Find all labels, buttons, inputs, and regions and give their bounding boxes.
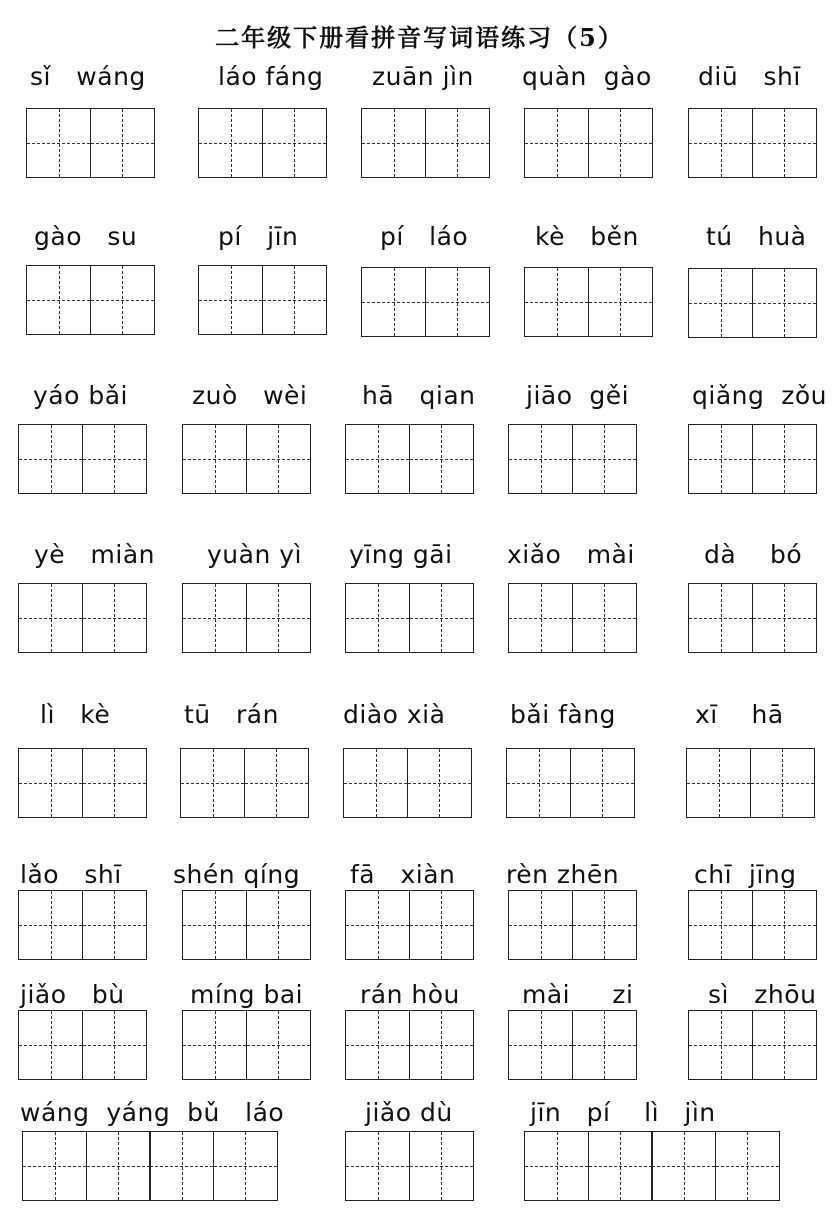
pinyin-r5-w0: lǎo shī	[20, 860, 122, 889]
char-cell[interactable]	[90, 265, 155, 335]
char-cell[interactable]	[90, 108, 155, 178]
char-cell[interactable]	[180, 748, 245, 818]
char-cell[interactable]	[752, 890, 817, 960]
char-cell[interactable]	[182, 1010, 247, 1080]
writing-box-r6-w1[interactable]	[182, 1010, 311, 1080]
pinyin-r5-w4: chī jīng	[694, 860, 797, 889]
char-cell[interactable]	[572, 583, 637, 653]
writing-box-r2-w0[interactable]	[18, 424, 147, 494]
pinyin-r0-w1: láo fáng	[218, 62, 324, 91]
writing-box-r3-w2[interactable]	[345, 583, 474, 653]
char-cell[interactable]	[198, 265, 263, 335]
char-cell[interactable]	[18, 424, 83, 494]
char-cell[interactable]	[588, 267, 653, 337]
char-cell[interactable]	[361, 108, 426, 178]
writing-box-r2-w2[interactable]	[345, 424, 474, 494]
pinyin-r4-w1: tū rán	[184, 700, 279, 729]
writing-box-r3-w0[interactable]	[18, 583, 147, 653]
pinyin-r2-w0: yáo bǎi	[33, 381, 128, 410]
char-cell[interactable]	[345, 890, 410, 960]
char-cell[interactable]	[572, 890, 637, 960]
char-cell[interactable]	[506, 748, 571, 818]
writing-box-r1-w1[interactable]	[198, 265, 327, 335]
char-cell[interactable]	[508, 583, 573, 653]
writing-box-r5-w4[interactable]	[688, 890, 817, 960]
char-cell[interactable]	[409, 1131, 474, 1201]
char-cell[interactable]	[82, 1010, 147, 1080]
char-cell[interactable]	[686, 748, 751, 818]
writing-box-r2-w1[interactable]	[182, 424, 311, 494]
char-cell[interactable]	[524, 1131, 589, 1201]
writing-box-r4-w1[interactable]	[180, 748, 309, 818]
char-cell[interactable]	[651, 1131, 716, 1201]
char-cell[interactable]	[213, 1131, 278, 1201]
char-cell[interactable]	[345, 424, 410, 494]
char-cell[interactable]	[407, 748, 472, 818]
char-cell[interactable]	[345, 583, 410, 653]
char-cell[interactable]	[688, 890, 753, 960]
char-cell[interactable]	[508, 1010, 573, 1080]
char-cell[interactable]	[345, 1131, 410, 1201]
char-cell[interactable]	[409, 583, 474, 653]
pinyin-r4-w0: lì kè	[40, 700, 111, 729]
pinyin-r6-w2: rán hòu	[360, 980, 460, 1009]
char-cell[interactable]	[425, 108, 490, 178]
char-cell[interactable]	[572, 424, 637, 494]
pinyin-r1-w0: gào su	[34, 222, 138, 251]
char-cell[interactable]	[22, 1131, 87, 1201]
char-cell[interactable]	[361, 267, 426, 337]
pinyin-r3-w1: yuàn yì	[207, 540, 302, 569]
char-cell[interactable]	[262, 265, 327, 335]
pinyin-r3-w0: yè miàn	[34, 540, 155, 569]
writing-box-r2-w4[interactable]	[688, 424, 817, 494]
char-cell[interactable]	[182, 424, 247, 494]
pinyin-r6-w3: mài zi	[522, 980, 634, 1009]
pinyin-r6-w1: míng bai	[190, 980, 304, 1009]
char-cell[interactable]	[409, 424, 474, 494]
char-cell[interactable]	[752, 268, 817, 338]
pinyin-r0-w3: quàn gào	[522, 62, 652, 91]
writing-box-last-w2[interactable]	[524, 1131, 780, 1201]
char-cell[interactable]	[26, 265, 91, 335]
char-cell[interactable]	[508, 424, 573, 494]
pinyin-r4-w3: bǎi fàng	[510, 700, 616, 729]
char-cell[interactable]	[425, 267, 490, 337]
char-cell[interactable]	[752, 1010, 817, 1080]
char-cell[interactable]	[82, 890, 147, 960]
pinyin-r6-w4: sì zhōu	[708, 980, 817, 1009]
char-cell[interactable]	[18, 890, 83, 960]
writing-box-r3-w3[interactable]	[508, 583, 637, 653]
char-cell[interactable]	[18, 583, 83, 653]
writing-box-r6-w0[interactable]	[18, 1010, 147, 1080]
char-cell[interactable]	[86, 1131, 151, 1201]
char-cell[interactable]	[262, 108, 327, 178]
char-cell[interactable]	[82, 748, 147, 818]
pinyin-r2-w1: zuò wèi	[192, 381, 308, 410]
writing-box-r0-w4[interactable]	[688, 108, 817, 178]
pinyin-r1-w2: pí láo	[380, 222, 469, 251]
char-cell[interactable]	[149, 1131, 214, 1201]
writing-box-r4-w4[interactable]	[686, 748, 815, 818]
writing-box-r4-w2[interactable]	[343, 748, 472, 818]
char-cell[interactable]	[572, 1010, 637, 1080]
char-cell[interactable]	[82, 424, 147, 494]
pinyin-r4-w2: diào xià	[343, 700, 446, 729]
char-cell[interactable]	[26, 108, 91, 178]
char-cell[interactable]	[508, 890, 573, 960]
writing-box-r0-w2[interactable]	[361, 108, 490, 178]
pinyin-last-w0: wáng yáng bǔ láo	[20, 1098, 285, 1127]
pinyin-r2-w3: jiāo gěi	[526, 381, 630, 410]
pinyin-r2-w2: hā qian	[362, 381, 476, 410]
char-cell[interactable]	[246, 1010, 311, 1080]
char-cell[interactable]	[198, 108, 263, 178]
writing-box-r6-w2[interactable]	[345, 1010, 474, 1080]
writing-box-r5-w2[interactable]	[345, 890, 474, 960]
char-cell[interactable]	[409, 1010, 474, 1080]
char-cell[interactable]	[524, 108, 589, 178]
char-cell[interactable]	[688, 1010, 753, 1080]
char-cell[interactable]	[409, 890, 474, 960]
char-cell[interactable]	[752, 583, 817, 653]
char-cell[interactable]	[688, 583, 753, 653]
char-cell[interactable]	[18, 748, 83, 818]
char-cell[interactable]	[246, 890, 311, 960]
char-cell[interactable]	[246, 583, 311, 653]
writing-box-r5-w0[interactable]	[18, 890, 147, 960]
char-cell[interactable]	[588, 108, 653, 178]
char-cell[interactable]	[244, 748, 309, 818]
char-cell[interactable]	[688, 268, 753, 338]
char-cell[interactable]	[182, 583, 247, 653]
writing-box-r5-w3[interactable]	[508, 890, 637, 960]
writing-box-r2-w3[interactable]	[508, 424, 637, 494]
writing-box-r4-w0[interactable]	[18, 748, 147, 818]
pinyin-r1-w4: tú huà	[706, 222, 807, 251]
worksheet-title: 二年级下册看拼音写词语练习（5）	[215, 23, 624, 52]
char-cell[interactable]	[688, 108, 753, 178]
pinyin-r5-w3: rèn zhēn	[506, 860, 620, 889]
char-cell[interactable]	[715, 1131, 780, 1201]
pinyin-r0-w4: diū shī	[698, 62, 801, 91]
char-cell[interactable]	[688, 424, 753, 494]
pinyin-last-w1: jiǎo dù	[365, 1098, 453, 1127]
writing-box-last-w0[interactable]	[22, 1131, 278, 1201]
writing-box-r1-w3[interactable]	[524, 267, 653, 337]
pinyin-r2-w4: qiǎng zǒu	[692, 381, 828, 410]
pinyin-r1-w3: kè běn	[535, 222, 639, 251]
pinyin-r1-w1: pí jīn	[218, 222, 299, 251]
writing-box-r6-w3[interactable]	[508, 1010, 637, 1080]
pinyin-r6-w0: jiǎo bù	[20, 980, 125, 1009]
pinyin-r0-w2: zuān jìn	[372, 62, 474, 91]
writing-box-r3-w4[interactable]	[688, 583, 817, 653]
pinyin-r5-w2: fā xiàn	[350, 860, 456, 889]
writing-box-r3-w1[interactable]	[182, 583, 311, 653]
char-cell[interactable]	[750, 748, 815, 818]
pinyin-r3-w4: dà bó	[704, 540, 803, 569]
writing-box-r5-w1[interactable]	[182, 890, 311, 960]
pinyin-r3-w3: xiǎo mài	[507, 540, 635, 569]
writing-box-r1-w0[interactable]	[26, 265, 155, 335]
char-cell[interactable]	[18, 1010, 83, 1080]
writing-box-r0-w3[interactable]	[524, 108, 653, 178]
pinyin-r5-w1: shén qíng	[173, 860, 301, 889]
writing-box-r1-w4[interactable]	[688, 268, 817, 338]
char-cell[interactable]	[752, 108, 817, 178]
pinyin-r3-w2: yīng gāi	[349, 540, 453, 569]
char-cell[interactable]	[343, 748, 408, 818]
char-cell[interactable]	[82, 583, 147, 653]
char-cell[interactable]	[752, 424, 817, 494]
writing-box-last-w1[interactable]	[345, 1131, 474, 1201]
char-cell[interactable]	[588, 1131, 653, 1201]
pinyin-r0-w0: sǐ wáng	[30, 62, 146, 91]
pinyin-r4-w4: xī hā	[695, 700, 784, 729]
writing-box-r0-w0[interactable]	[26, 108, 155, 178]
char-cell[interactable]	[524, 267, 589, 337]
writing-box-r1-w2[interactable]	[361, 267, 490, 337]
char-cell[interactable]	[570, 748, 635, 818]
pinyin-last-w2: jīn pí lì jìn	[530, 1098, 716, 1127]
char-cell[interactable]	[345, 1010, 410, 1080]
char-cell[interactable]	[182, 890, 247, 960]
writing-box-r0-w1[interactable]	[198, 108, 327, 178]
char-cell[interactable]	[246, 424, 311, 494]
writing-box-r4-w3[interactable]	[506, 748, 635, 818]
writing-box-r6-w4[interactable]	[688, 1010, 817, 1080]
